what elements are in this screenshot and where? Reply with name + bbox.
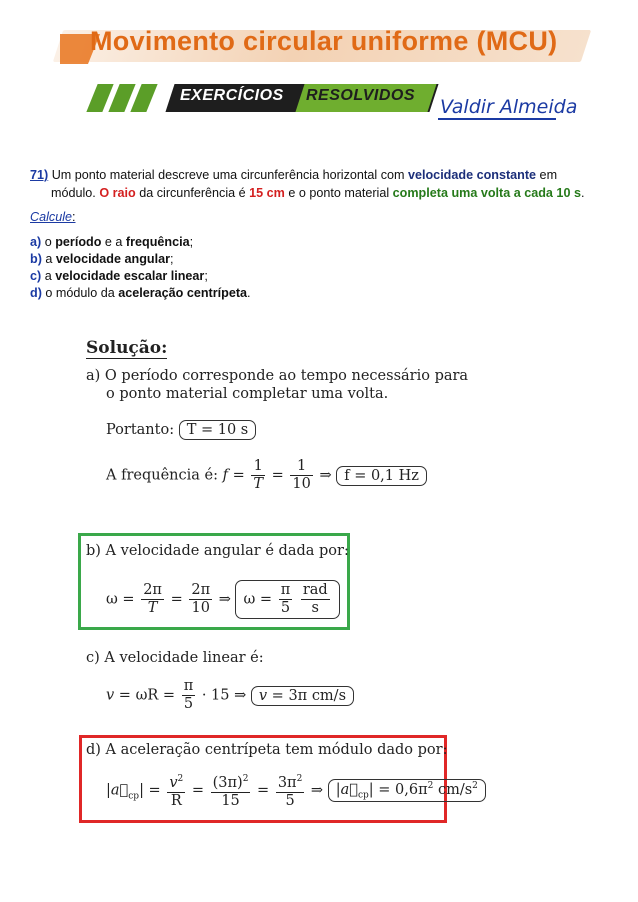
solution-b-line: b) A velocidade angular é dada por:: [86, 543, 349, 559]
highlight-period: completa uma volta a cada 10 s: [392, 186, 581, 200]
exercises-banner: [84, 84, 436, 112]
question-number: 71): [30, 168, 49, 182]
banner-label-exercises: EXERCÍCIOS: [180, 87, 284, 104]
solution-title: Solução:: [86, 338, 168, 358]
question-items: [30, 234, 251, 302]
problem-statement: 71) Um ponto material descreve uma circunferência horizontal com velocidade constante em módulo. O raio da circunferência é 15 cm e o ponto material completa uma volta a cada 10 s.: [30, 168, 585, 200]
banner-label-solved: RESOLVIDOS: [306, 87, 416, 104]
angular-velocity-formula: ω = $\frac{2\pi}{T}$ = $\frac{2\pi}{10}$ ⇒ ω = $\frac{\pi}{5}$ $\frac{\text{rad}}{s}$: [106, 580, 340, 619]
item-d: d) o módulo da aceleração centrípeta.: [30, 286, 251, 300]
solution-a-line1: a) O período corresponde ao tempo necessário para: [86, 368, 469, 384]
frequency-line: A frequência é: f = $\frac{1}{T}$ = $\frac{1}{10}$ ⇒ f = 0,1 Hz: [106, 458, 427, 493]
item-b: b) a velocidade angular;: [30, 252, 174, 266]
item-a: a) o período e a frequência;: [30, 235, 194, 249]
calculate-label: Calcule:: [30, 210, 76, 224]
angular-velocity-result-box: ω = $\frac{\pi}{5}$ $\frac{\text{rad}}{s}$: [235, 580, 339, 619]
highlight-radius-value: 15 cm: [249, 186, 285, 200]
period-result-box: T = 10 s: [179, 420, 257, 440]
solution-a-line2: o ponto material completar uma volta.: [106, 386, 389, 402]
highlight-radius: O raio: [99, 186, 136, 200]
linear-velocity-result-box: v = 3π cm/s: [251, 686, 354, 706]
banner-stripes-decoration: [84, 84, 166, 112]
author-underline: [438, 118, 556, 120]
author-signature: Valdir Almeida: [440, 96, 578, 118]
solution-c-line: c) A velocidade linear é:: [86, 650, 264, 666]
linear-velocity-formula: v = ωR = $\frac{\pi}{5}$ · 15 ⇒ v = 3π cm/s: [106, 678, 354, 713]
highlight-constant-speed: velocidade constante: [407, 168, 537, 182]
item-c: c) a velocidade escalar linear;: [30, 269, 208, 283]
page-title: Movimento circular uniforme (MCU): [90, 26, 558, 56]
frequency-result-box: f = 0,1 Hz: [336, 466, 427, 486]
solution-d-line: d) A aceleração centrípeta tem módulo dado por:: [86, 742, 448, 758]
centripetal-acceleration-formula: $|a⃗_{cp}|$ = $\frac{v^2}{R}$ = $\frac{(3\pi)^2}{15}$ = $\frac{3\pi^2}{5}$ ⇒ $|a⃗_{cp}| = 0,6\pi^2$ $cm/s^2$: [106, 771, 486, 810]
centripetal-acceleration-result-box: $|a⃗_{cp}| = 0,6\pi^2$ $cm/s^2$: [328, 779, 486, 803]
period-line: Portanto: T = 10 s: [106, 420, 256, 440]
